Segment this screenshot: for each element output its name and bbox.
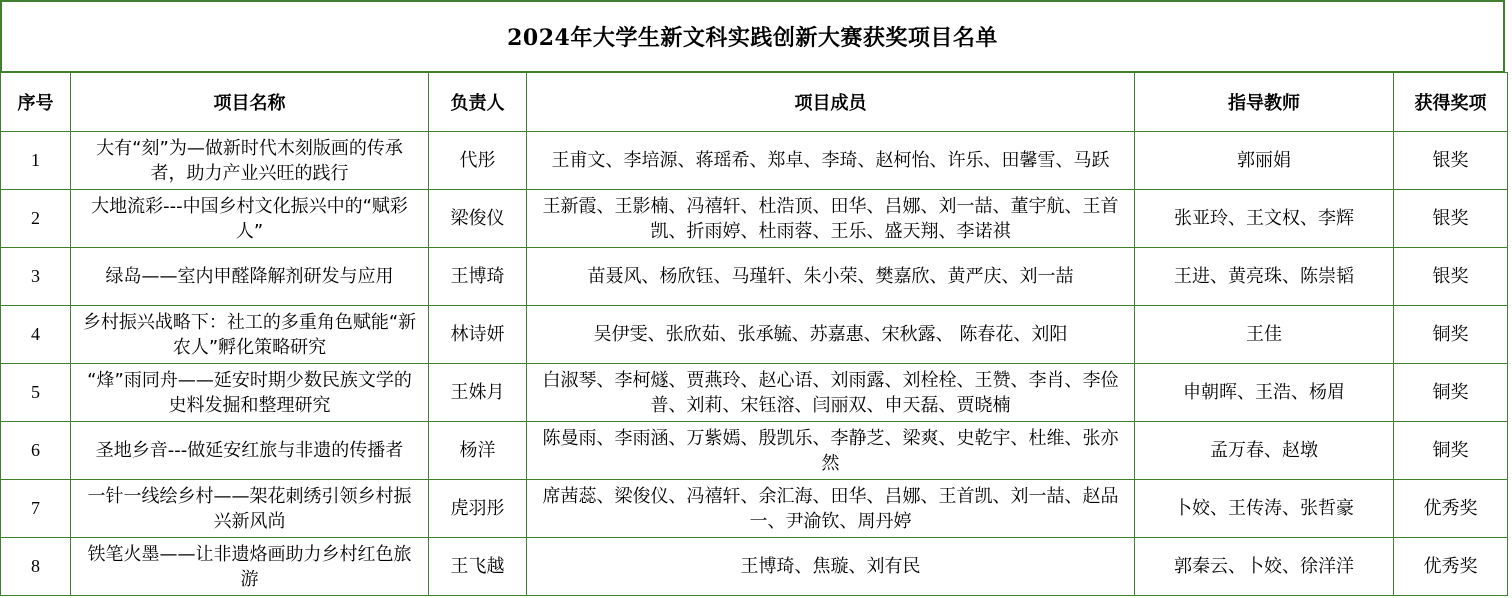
cell-index: 4 [1,306,71,364]
cell-advisor: 郭丽娟 [1135,132,1394,190]
cell-advisor: 卜姣、王传涛、张哲豪 [1135,480,1394,538]
cell-leader: 代彤 [429,132,527,190]
table-body [1,132,1508,596]
cell-members: 苗聂风、杨欣钰、马瑾轩、朱小荣、樊嘉欣、黄严庆、刘一喆 [527,248,1135,306]
cell-members: 王博琦、焦璇、刘有民 [527,538,1135,596]
cell-members: 席茜蕊、梁俊仪、冯禧轩、余汇海、田华、吕娜、王首凯、刘一喆、赵品一、尹渝钦、周丹婷 [527,480,1135,538]
table-row [1,248,1508,306]
header-row [1,73,1508,132]
cell-index: 3 [1,248,71,306]
header-leader: 负责人 [429,73,527,132]
cell-members: 陈曼雨、李雨涵、万紫嫣、殷凯乐、李静芝、梁爽、史乾宇、杜维、张亦然 [527,422,1135,480]
cell-index: 1 [1,132,71,190]
table-row [1,190,1508,248]
cell-award: 优秀奖 [1394,538,1508,596]
award-table [0,72,1508,596]
table-row [1,538,1508,596]
cell-project-name: 一针一线绘乡村——架花刺绣引领乡村振兴新风尚 [71,480,429,538]
cell-award: 铜奖 [1394,306,1508,364]
cell-advisor: 孟万春、赵墩 [1135,422,1394,480]
table-row [1,306,1508,364]
cell-leader: 王飞越 [429,538,527,596]
cell-advisor: 张亚玲、王文权、李辉 [1135,190,1394,248]
cell-award: 铜奖 [1394,364,1508,422]
table-row [1,422,1508,480]
cell-project-name: “烽”雨同舟——延安时期少数民族文学的史料发掘和整理研究 [71,364,429,422]
cell-project-name: 大有“刻”为—做新时代木刻版画的传承者，助力产业兴旺的践行 [71,132,429,190]
cell-members: 吴伊雯、张欣茹、张承毓、苏嘉惠、宋秋露、 陈春花、刘阳 [527,306,1135,364]
cell-leader: 王姝月 [429,364,527,422]
cell-index: 8 [1,538,71,596]
cell-award: 铜奖 [1394,422,1508,480]
table-row [1,132,1508,190]
cell-index: 6 [1,422,71,480]
header-index: 序号 [1,73,71,132]
cell-members: 白淑琴、李柯燧、贾燕玲、赵心语、刘雨露、刘栓栓、王赞、李肖、李俭普、刘莉、宋钰溶、闫丽双、申天磊、贾晓楠 [527,364,1135,422]
cell-advisor: 申朝晖、王浩、杨眉 [1135,364,1394,422]
cell-index: 7 [1,480,71,538]
header-advisor: 指导教师 [1135,73,1394,132]
cell-project-name: 乡村振兴战略下：社工的多重角色赋能“新农人”孵化策略研究 [71,306,429,364]
cell-advisor: 郭秦云、卜姣、徐洋洋 [1135,538,1394,596]
cell-advisor: 王进、黄亮珠、陈崇韬 [1135,248,1394,306]
header-project-name: 项目名称 [71,73,429,132]
cell-project-name: 大地流彩---中国乡村文化振兴中的“赋彩人” [71,190,429,248]
cell-project-name: 圣地乡音---做延安红旅与非遗的传播者 [71,422,429,480]
cell-leader: 王博琦 [429,248,527,306]
cell-leader: 林诗妍 [429,306,527,364]
page-title: 2024年大学生新文科实践创新大赛获奖项目名单 [507,25,998,51]
cell-members: 王甫文、李培源、蒋瑶希、郑卓、李琦、赵柯怡、许乐、田馨雪、马跃 [527,132,1135,190]
table-row [1,364,1508,422]
cell-index: 2 [1,190,71,248]
cell-leader: 梁俊仪 [429,190,527,248]
cell-leader: 杨洋 [429,422,527,480]
cell-advisor: 王佳 [1135,306,1394,364]
cell-award: 银奖 [1394,190,1508,248]
table-row [1,480,1508,538]
table-header [1,73,1508,132]
cell-award: 优秀奖 [1394,480,1508,538]
cell-award: 银奖 [1394,132,1508,190]
title-banner [0,0,1505,72]
header-award: 获得奖项 [1394,73,1508,132]
cell-members: 王新霞、王影楠、冯禧轩、杜浩顶、田华、吕娜、刘一喆、董宇航、王首凯、折雨婷、杜雨蓉、王乐、盛天翔、李诺祺 [527,190,1135,248]
cell-leader: 虎羽彤 [429,480,527,538]
cell-project-name: 铁笔火墨——让非遗烙画助力乡村红色旅游 [71,538,429,596]
cell-index: 5 [1,364,71,422]
header-members: 项目成员 [527,73,1135,132]
cell-project-name: 绿岛——室内甲醛降解剂研发与应用 [71,248,429,306]
cell-award: 银奖 [1394,248,1508,306]
